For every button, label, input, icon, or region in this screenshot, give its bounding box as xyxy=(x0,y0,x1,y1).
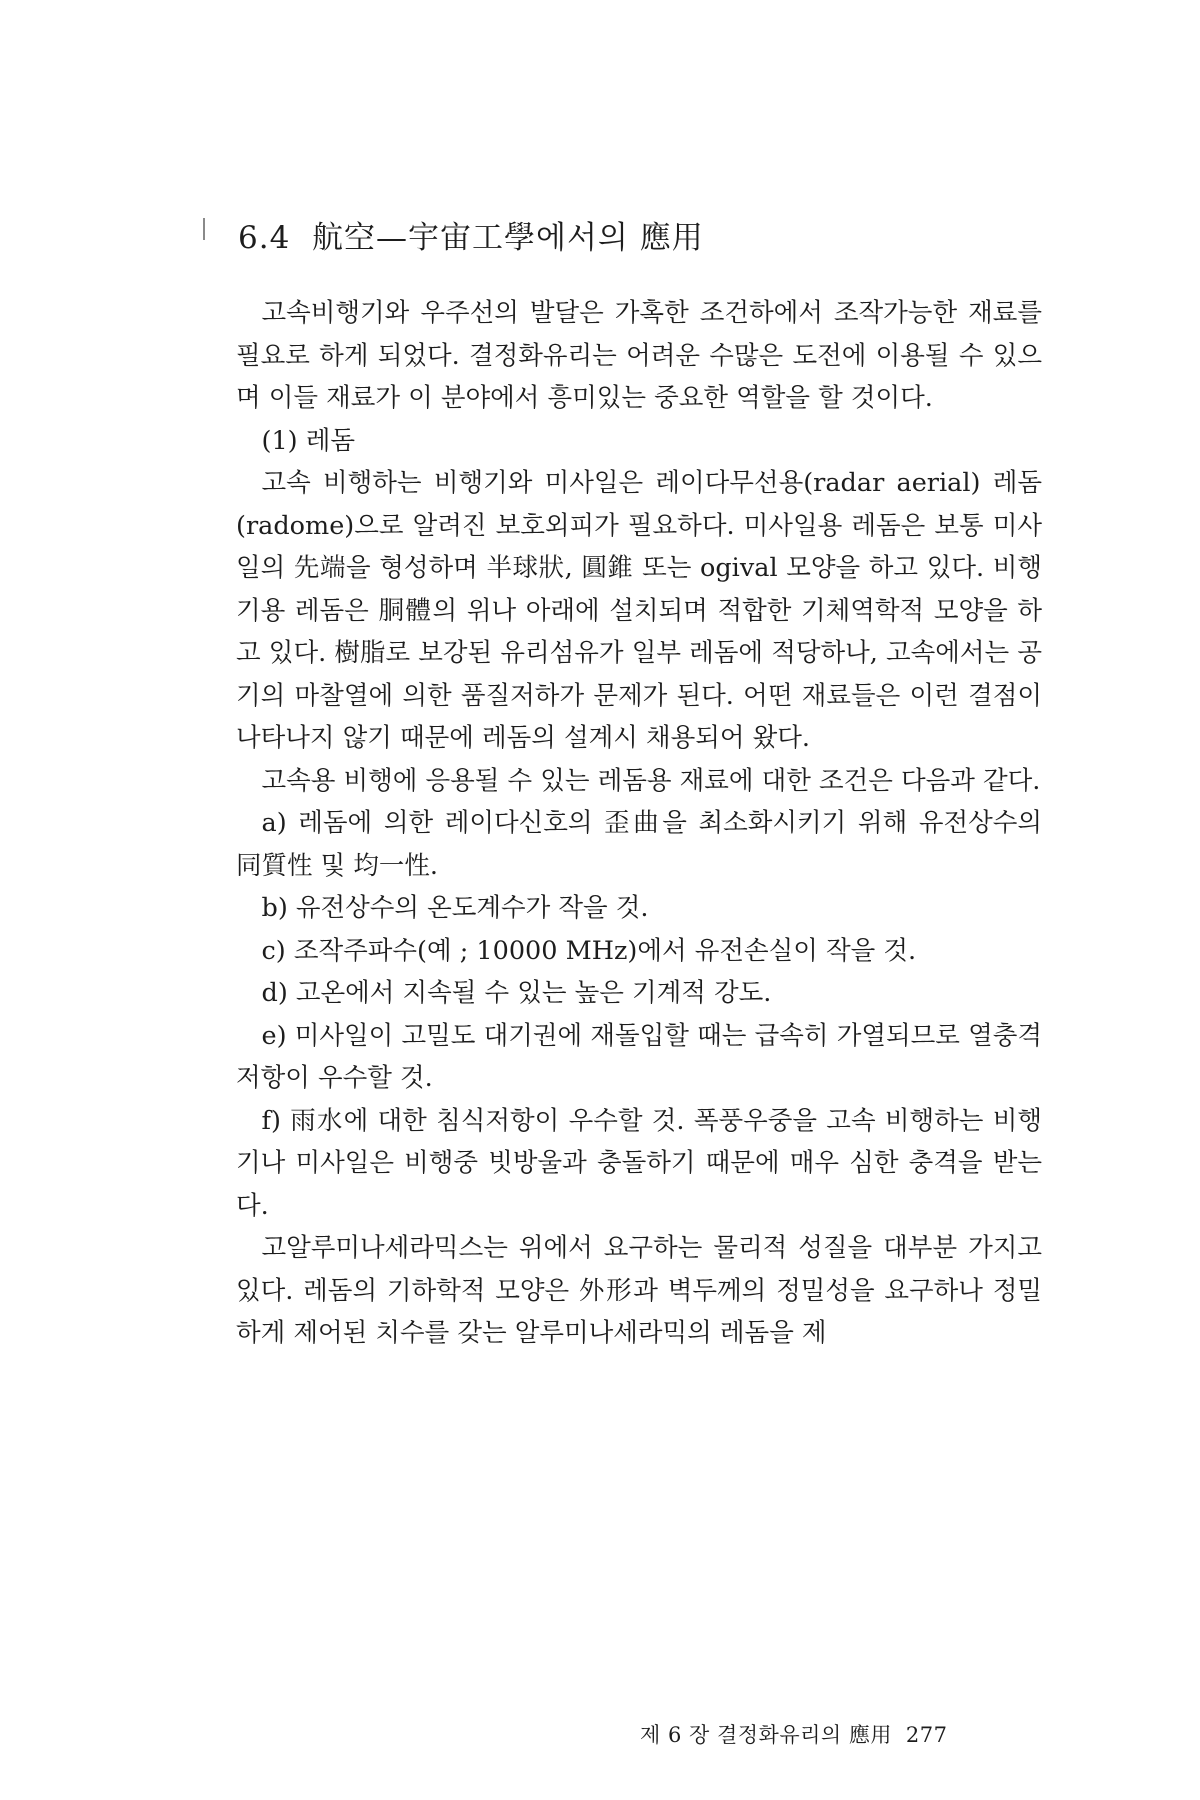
requirement-item-a: a) 레돔에 의한 레이다신호의 歪曲을 최소화시키기 위해 유전상수의 同質性 및 均一性. xyxy=(236,808,1042,881)
requirement-item-e: e) 미사일이 고밀도 대기권에 재돌입할 때는 급속히 가열되므로 열충격저항이 우수할 것. xyxy=(236,1020,1042,1093)
section-heading xyxy=(238,212,704,257)
section-title: 航空—宇宙工學에서의 應用 xyxy=(312,220,704,256)
body-text xyxy=(236,292,1042,1355)
running-head: 제 6 장 결정화유리의 應用 xyxy=(640,1723,892,1747)
margin-mark xyxy=(203,218,205,240)
requirement-item-f: f) 雨水에 대한 침식저항이 우수할 것. 폭풍우중을 고속 비행하는 비행기나 미사일은 비행중 빗방울과 충돌하기 때문에 매우 심한 충격을 받는다. xyxy=(236,1105,1042,1221)
intro-paragraph: 고속비행기와 우주선의 발달은 가혹한 조건하에서 조작가능한 재료를 필요로 하게 되었다. 결정화유리는 어려운 수많은 도전에 이용될 수 있으며 이들 재료가 이 분야에서 흥미있는 중요한 역할을 할 것이다. xyxy=(236,298,1042,413)
radome-paragraph: 고속 비행하는 비행기와 미사일은 레이다무선용(radar aerial) 레돔(radome)으로 알려진 보호외피가 필요하다. 미사일용 레돔은 보통 미사일의 先端을 형성하며 半球狀, 圓錐 또는 ogival 모양을 하고 있다. 비행기용 레돔은 胴體의 위나 아래에 설치되며 적합한 기체역학적 모양을 하고 있다. 樹脂로 보강된 유리섬유가 일부 레돔에 적당하나, 고속에서는 공기의 마찰열에 의한 품질저하가 문제가 된다. 어떤 재료들은 이런 결점이 나타나지 않기 때문에 레돔의 설계시 채용되어 왔다. xyxy=(236,468,1042,753)
subheading-radome: (1) 레돔 xyxy=(261,425,355,456)
section-number: 6.4 xyxy=(238,220,291,256)
page-number: 277 xyxy=(905,1723,948,1747)
page-footer xyxy=(640,1719,947,1749)
requirement-item-b: b) 유전상수의 온도계수가 작을 것. xyxy=(261,893,649,923)
alumina-paragraph: 고알루미나세라믹스는 위에서 요구하는 물리적 성질을 대부분 가지고 있다. 레돔의 기하학적 모양은 外形과 벽두께의 정밀성을 요구하나 정밀하게 제어된 치수를 갖는 알루미나세라믹의 레돔을 제 xyxy=(236,1233,1042,1348)
requirement-item-d: d) 고온에서 지속될 수 있는 높은 기계적 강도. xyxy=(261,978,772,1008)
requirements-intro: 고속용 비행에 응용될 수 있는 레돔용 재료에 대한 조건은 다음과 같다. xyxy=(261,765,1041,796)
requirement-item-c: c) 조작주파수(예 ; 10000 MHz)에서 유전손실이 작을 것. xyxy=(261,935,917,966)
